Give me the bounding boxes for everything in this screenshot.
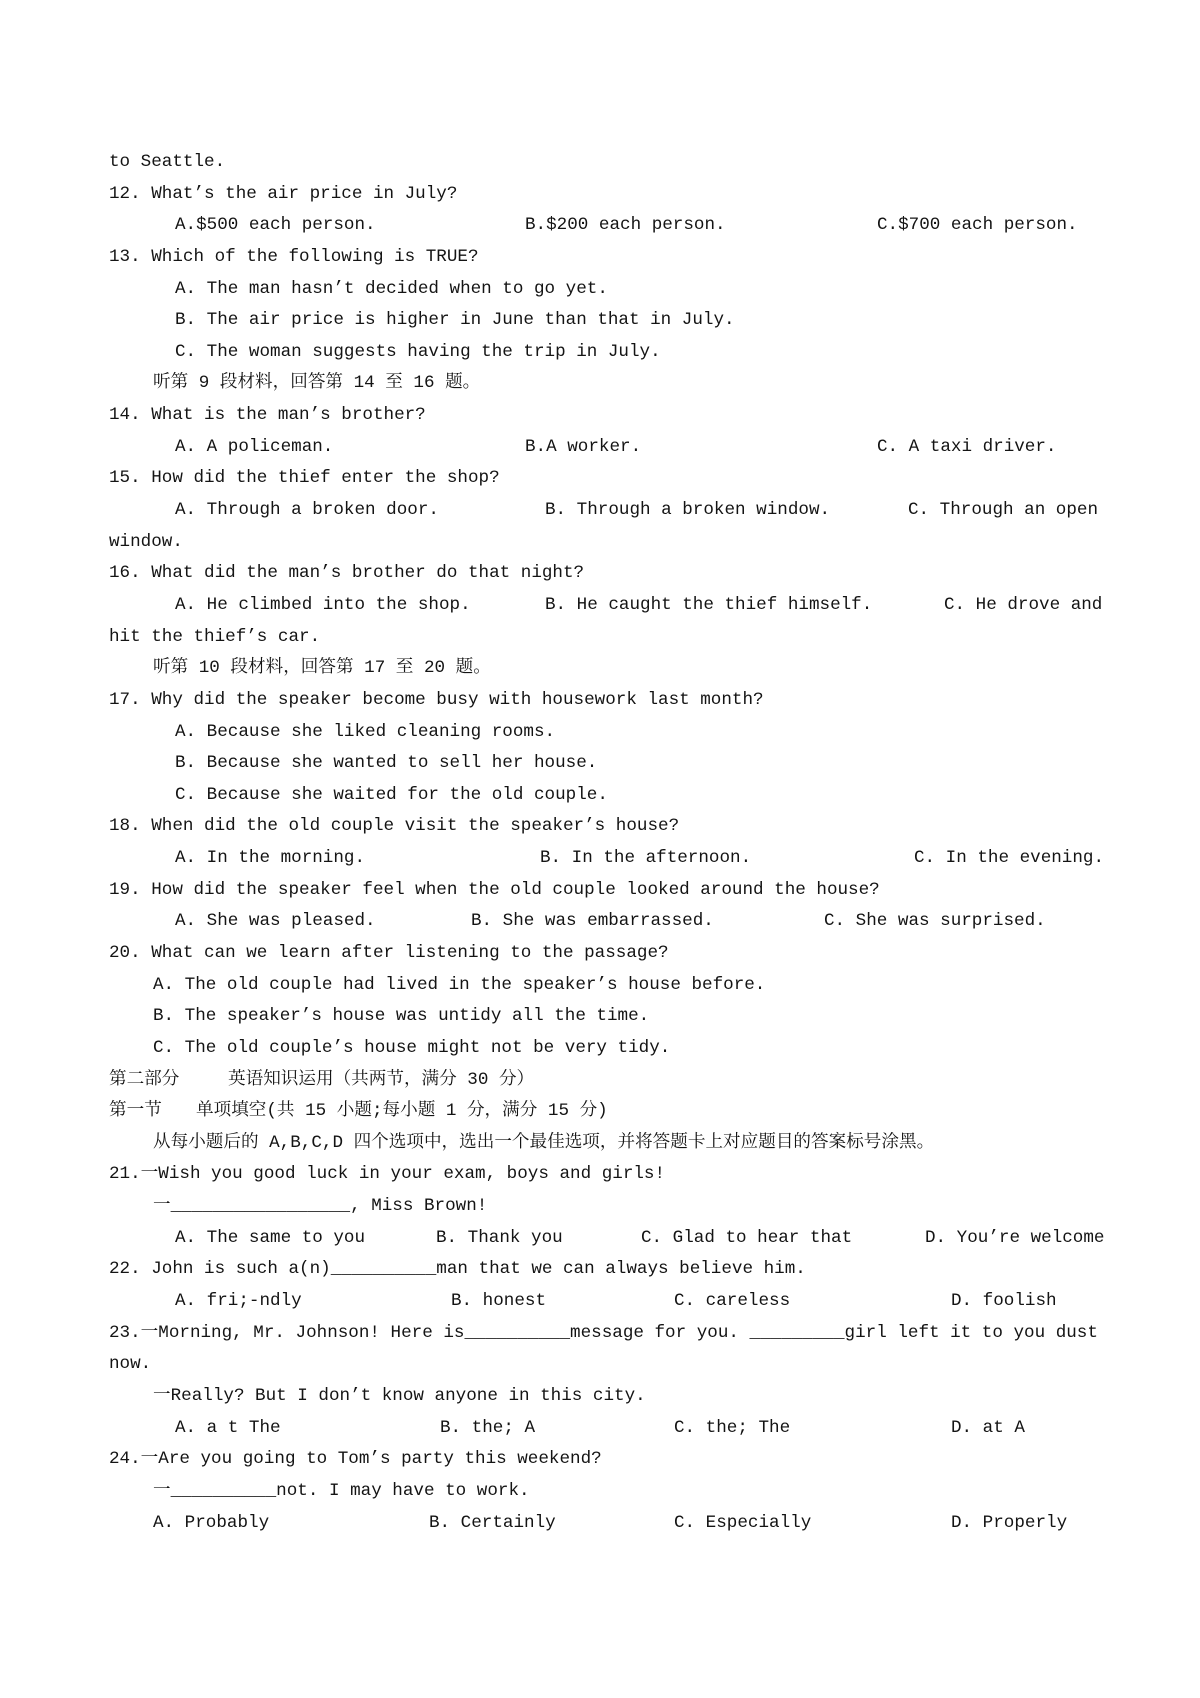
option-d: D. at A [951, 1417, 1025, 1438]
question-13 [0, 242, 1200, 274]
option-b: B. honest [451, 1291, 547, 1312]
question-stem-continuation: now. [109, 1354, 152, 1375]
question-18-options [0, 843, 1200, 875]
question-17-option-a [0, 717, 1200, 749]
instruction-text: 听第 9 段材料，回答第 14 至 16 题。 [153, 373, 481, 394]
question-stem: 13. Which of the following is TRUE? [109, 246, 479, 267]
option-a: A. A policeman. [175, 436, 334, 457]
option-a: A. She was pleased. [175, 911, 376, 932]
option-a: A. He climbed into the shop. [175, 594, 471, 615]
question-16-options [0, 590, 1200, 622]
question-20-option-c [0, 1033, 1200, 1065]
option-c: C. In the evening. [914, 848, 1105, 869]
option-c: C. A taxi driver. [877, 436, 1057, 457]
option-b: B. The speaker’s house was untidy all the time. [153, 1006, 650, 1027]
question-21 [0, 1159, 1200, 1191]
option-b: B. Through a broken window. [545, 500, 831, 521]
option-b: B.$200 each person. [525, 215, 726, 236]
option-a: A. In the morning. [175, 848, 366, 869]
question-stem: 22. John is such a(n)__________man that we can always believe him. [109, 1259, 806, 1280]
question-12 [0, 179, 1200, 211]
option-c: C. He drove and [944, 594, 1103, 615]
question-19 [0, 875, 1200, 907]
option-a: A. Through a broken door. [175, 500, 439, 521]
question-17-option-b [0, 748, 1200, 780]
option-c: C. She was surprised. [824, 911, 1046, 932]
instruction-text: 从每小题后的 A,B,C,D 四个选项中，选出一个最佳选项，并将答题卡上对应题目的答案标号涂黑。 [153, 1132, 935, 1153]
option-c: C.$700 each person. [877, 215, 1078, 236]
question-16-option-wrap [0, 622, 1200, 654]
option-c: C. The woman suggests having the trip in July. [175, 341, 661, 362]
part-title: 英语知识运用（共两节，满分 30 分） [228, 1069, 535, 1090]
question-stem: 16. What did the man’s brother do that night? [109, 563, 585, 584]
instruction-text: 听第 10 段材料，回答第 17 至 20 题。 [153, 658, 491, 679]
question-stem: 23.一Morning, Mr. Johnson! Here is__________message for you. _________girl left it to you dust [109, 1322, 1098, 1343]
question-22 [0, 1254, 1200, 1286]
question-15-options [0, 495, 1200, 527]
option-b: B. The air price is higher in June than that in July. [175, 310, 735, 331]
question-14 [0, 400, 1200, 432]
question-22-options [0, 1286, 1200, 1318]
part-label: 第二部分 [109, 1069, 180, 1090]
option-c-continuation: window. [109, 531, 183, 552]
option-b: B. Certainly [429, 1512, 556, 1533]
question-21-reply [0, 1191, 1200, 1223]
question-18 [0, 811, 1200, 843]
question-17 [0, 685, 1200, 717]
option-b: B. the; A [440, 1417, 536, 1438]
question-20 [0, 938, 1200, 970]
option-c: C. Glad to hear that [641, 1227, 853, 1248]
question-13-option-c [0, 337, 1200, 369]
passage-10-instruction [0, 653, 1200, 685]
question-15-option-wrap [0, 527, 1200, 559]
section-label: 第一节 [109, 1101, 162, 1122]
option-a: A. fri;-ndly [175, 1291, 302, 1312]
question-stem: 17. Why did the speaker become busy with housework last month? [109, 689, 764, 710]
part-heading [0, 1065, 1200, 1097]
option-c: C. Because she waited for the old couple. [175, 784, 608, 805]
question-19-options [0, 906, 1200, 938]
question-23-reply [0, 1381, 1200, 1413]
question-stem: 15. How did the thief enter the shop? [109, 468, 500, 489]
question-stem: 12. What’s the air price in July? [109, 183, 458, 204]
option-a: A. The same to you [175, 1227, 366, 1248]
option-c: C. the; The [674, 1417, 791, 1438]
option-b: B.A worker. [525, 436, 642, 457]
question-stem: 21.一Wish you good luck in your exam, boys and girls! [109, 1164, 666, 1185]
carryover-line [0, 147, 1200, 179]
question-15 [0, 463, 1200, 495]
option-c: C. Especially [674, 1512, 812, 1533]
option-b: B. She was embarrassed. [471, 911, 714, 932]
dialogue-reply: 一__________not. I may have to work. [153, 1480, 530, 1501]
question-24-options [0, 1508, 1200, 1540]
dialogue-reply: 一Really? But I don’t know anyone in this city. [153, 1385, 646, 1406]
option-d: D. You’re welcome [925, 1227, 1105, 1248]
option-a: A. Because she liked cleaning rooms. [175, 721, 556, 742]
dialogue-reply: 一_________________, Miss Brown! [153, 1196, 488, 1217]
question-23 [0, 1318, 1200, 1350]
question-21-options [0, 1223, 1200, 1255]
question-17-option-c [0, 780, 1200, 812]
section-title: 单项填空(共 15 小题;每小题 1 分，满分 15 分) [196, 1101, 608, 1122]
option-c-continuation: hit the thief’s car. [109, 626, 321, 647]
carryover-text: to Seattle. [109, 152, 226, 172]
question-23-options [0, 1413, 1200, 1445]
option-a: A. The man hasn’t decided when to go yet. [175, 278, 608, 299]
question-13-option-a [0, 274, 1200, 306]
option-b: B. He caught the thief himself. [545, 594, 873, 615]
section-instruction [0, 1128, 1200, 1160]
question-20-option-b [0, 1001, 1200, 1033]
question-stem: 20. What can we learn after listening to the passage? [109, 943, 669, 963]
option-b: B. Thank you [436, 1227, 563, 1248]
passage-9-instruction [0, 368, 1200, 400]
question-stem: 14. What is the man’s brother? [109, 405, 426, 426]
question-stem: 19. How did the speaker feel when the old couple looked around the house? [109, 879, 880, 900]
question-16 [0, 558, 1200, 590]
question-24-reply [0, 1476, 1200, 1508]
question-23-stem-wrap [0, 1349, 1200, 1381]
option-a: A. a t The [175, 1417, 281, 1438]
question-stem: 24.一Are you going to Tom’s party this weekend? [109, 1449, 602, 1470]
option-b: B. In the afternoon. [540, 848, 752, 869]
question-20-option-a [0, 970, 1200, 1002]
option-b: B. Because she wanted to sell her house. [175, 753, 598, 774]
option-c: C. careless [674, 1291, 791, 1312]
option-c: C. The old couple’s house might not be very tidy. [153, 1037, 671, 1058]
option-c: C. Through an open [908, 500, 1099, 521]
option-d: D. foolish [951, 1291, 1057, 1312]
question-14-options [0, 432, 1200, 464]
question-12-options [0, 210, 1200, 242]
question-13-option-b [0, 305, 1200, 337]
question-stem: 18. When did the old couple visit the speaker’s house? [109, 816, 680, 837]
option-a: A. The old couple had lived in the speaker’s house before. [153, 974, 766, 995]
option-a: A. Probably [153, 1512, 270, 1533]
option-a: A.$500 each person. [175, 215, 376, 236]
question-24 [0, 1444, 1200, 1476]
option-d: D. Properly [951, 1512, 1068, 1533]
section-heading [0, 1096, 1200, 1128]
